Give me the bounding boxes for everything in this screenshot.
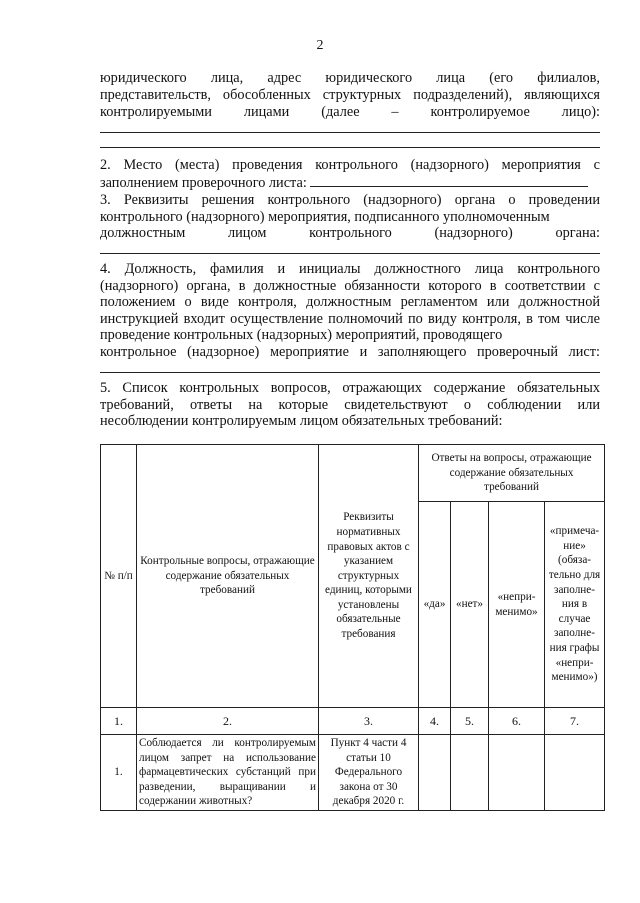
column-number: 4.: [419, 708, 451, 735]
column-number: 1.: [101, 708, 137, 735]
column-number: 5.: [451, 708, 489, 735]
header-requisites: Реквизиты нормативных правовых актов с указанием структурных единиц, которыми установлены обязательные требования: [319, 445, 419, 708]
item3-text: 3. Реквизиты решения контрольного (надзорного) органа о проведении контрольного (надзорного) мероприятия, подписанного уполномоченным: [100, 192, 600, 225]
answer-no-cell[interactable]: [451, 735, 489, 811]
column-number: 2.: [137, 708, 319, 735]
column-number: 7.: [545, 708, 605, 735]
row-requisites: Пункт 4 части 4 статьи 10 Федерального закона от 30 декабря 2020 г.: [319, 735, 419, 811]
note-cell[interactable]: [545, 735, 605, 811]
page-number: 2: [316, 38, 324, 53]
column-number-row: [101, 708, 605, 735]
header-question: Контрольные вопросы, отражающие содержание обязательных требований: [137, 445, 319, 708]
item2-line-2: [100, 174, 600, 192]
table-row: [101, 735, 605, 811]
blank-line-4[interactable]: [100, 372, 600, 373]
intro-line-1: юридического лица, адрес юридического лица (его филиалов,: [100, 70, 600, 86]
header-num: № п/п: [101, 445, 137, 708]
item2-line-1: 2. Место (места) проведения контрольного (надзорного) мероприятия с: [100, 157, 600, 173]
header-no: «нет»: [451, 502, 489, 708]
row-num: 1.: [101, 735, 137, 811]
item4-text: 4. Должность, фамилия и инициалы должностного лица контрольного (надзорного) органа, в должностные обязанности которого в соответствии с положением о виде контроля, должностным регламентом или должностной инструкцией входит осуществление полномочий по виду контроля, в том числе проведение контрольных (надзорных) мероприятий, проводящего: [100, 261, 600, 343]
item2-label: заполнением проверочного листа:: [100, 175, 307, 191]
answer-na-cell[interactable]: [489, 735, 545, 811]
row-question: Соблюдается ли контролируемым лицом запрет на использование фармацевтических субстанций при разведении, выращивании и содержании животных?: [137, 735, 319, 811]
item3-last-line: должностным лицом контрольного (надзорного) органа:: [100, 225, 600, 241]
intro-line-3: контролируемыми лицами (далее – контролируемое лицо):: [100, 104, 600, 120]
blank-line-2[interactable]: [100, 147, 600, 148]
column-number: 3.: [319, 708, 419, 735]
header-na: «непри-менимо»: [489, 502, 545, 708]
place-field[interactable]: [310, 174, 588, 187]
intro-line-2: представительств, обособленных структурных подразделений), являющихся: [100, 87, 600, 103]
item5-text: 5. Список контрольных вопросов, отражающих содержание обязательных требований, ответы на которые свидетельствуют о соблюдении или несоблюдении контролируемым лицом обязательных требований:: [100, 380, 600, 429]
checklist-table: [100, 444, 605, 811]
blank-line-1[interactable]: [100, 132, 600, 133]
answer-yes-cell[interactable]: [419, 735, 451, 811]
item4-last-line: контрольное (надзорное) мероприятие и заполняющего проверочный лист:: [100, 344, 600, 360]
blank-line-3[interactable]: [100, 253, 600, 254]
header-yes: «да»: [419, 502, 451, 708]
header-answers-group: Ответы на вопросы, отражающие содержание обязательных требований: [419, 445, 605, 502]
header-note: «примеча-ние» (обяза-тельно для заполне-ния в случае заполне-ния графы «непри-менимо»): [545, 502, 605, 708]
column-number: 6.: [489, 708, 545, 735]
